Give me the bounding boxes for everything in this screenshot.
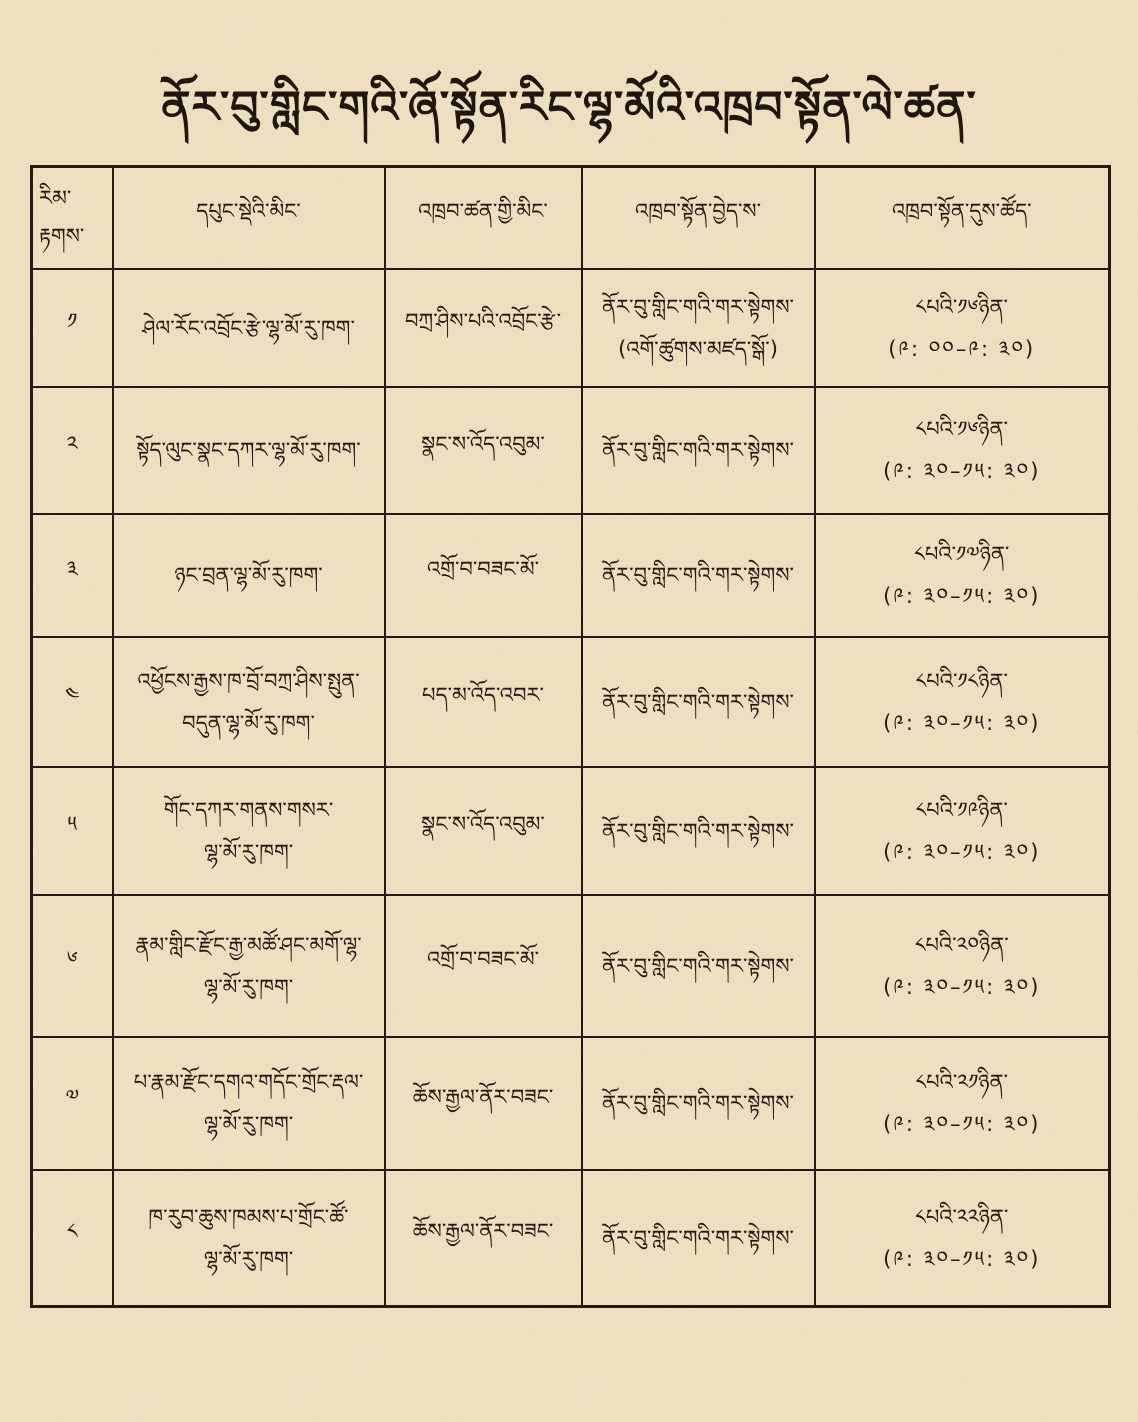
troupe-line1: ཤེལ་རོང་འབྲོང་རྩེ་ལྷ་མོ་རུ་ཁག་ [142, 315, 355, 340]
date-line: ༨པའི་༢༢ཉིན་ [915, 1204, 1009, 1229]
cell-venue [582, 895, 815, 1037]
cell-troupe [113, 767, 385, 895]
cell-serial: ༧ [32, 1037, 113, 1170]
cell-time [815, 767, 1110, 895]
date-line: ༨པའི་༡༧ཉིན་ [914, 542, 1010, 566]
venue-line1: ནོར་བུ་གླིང་གའི་གར་སྟེགས་ [602, 1091, 794, 1115]
venue-line1: ནོར་བུ་གླིང་གའི་གར་སྟེགས་ [602, 953, 794, 978]
cell-troupe [113, 637, 385, 767]
header-venue: འཁྲབ་སྟོན་བྱེད་ས་ [582, 167, 815, 269]
troupe-line2: ལྷ་མོ་རུ་ཁག་ [203, 839, 294, 864]
table-row [32, 767, 1110, 895]
cell-serial: ༦ [32, 895, 113, 1037]
venue-line1: ནོར་བུ་གླིང་གའི་གར་སྟེགས་ [602, 438, 794, 462]
table-row [32, 1037, 1110, 1170]
cell-time [815, 1170, 1110, 1307]
cell-time [815, 637, 1110, 767]
header-row [32, 167, 1110, 269]
cell-venue [582, 767, 815, 895]
time-line: (༩: ༣༠–༡༥: ༣༠) [883, 1246, 1041, 1271]
time-line: (༩: ༣༠–༡༥: ༣༠) [883, 1112, 1041, 1136]
venue-line1: ནོར་བུ་གླིང་གའི་གར་སྟེགས་ [602, 294, 794, 319]
cell-program: ཆོས་རྒྱལ་ནོར་བཟང་ [385, 1037, 582, 1170]
date-line: ༨པའི་༡༩ཉིན་ [915, 797, 1008, 822]
cell-venue [582, 514, 815, 637]
troupe-line1: ཉང་བྲན་ལྷ་མོ་རུ་ཁག་ [174, 563, 323, 587]
cell-time [815, 387, 1110, 514]
time-line: (༩: ༠༠–༩: ༣༠) [888, 336, 1036, 361]
troupe-line1: རྣམ་གླིང་རྫོང་རྒྱ་མཚོ་ཤང་མགོ་ལྷ་ [135, 932, 362, 957]
venue-line1: ནོར་བུ་གླིང་གའི་གར་སྟེགས་ [602, 689, 794, 714]
troupe-line2: བདུན་ལྷ་མོ་རུ་ཁག་ [182, 710, 315, 735]
time-line: (༩: ༣༠–༡༥: ༣༠) [883, 710, 1041, 735]
venue-line2: (འགོ་ཚུགས་མཛད་སྒོ་) [618, 336, 778, 361]
troupe-line2: ལྷ་མོ་རུ་ཁག་ [203, 1246, 294, 1271]
date-line: ༨པའི་༡༦ཉིན་ [915, 294, 1008, 319]
troupe-line1: སྟོད་ལུང་སྣང་དཀར་ལྷ་མོ་རུ་ཁག་ [136, 438, 361, 462]
header-program-name: འཁྲབ་ཚན་གྱི་མིང་ [385, 167, 582, 269]
date-line: ༨པའི་༡༨ཉིན་ [915, 668, 1008, 693]
cell-troupe [113, 1170, 385, 1307]
time-line: (༩: ༣༠–༡༥: ༣༠) [883, 459, 1041, 483]
header-serial-line1: རིམ་ [39, 185, 72, 210]
cell-venue [582, 1037, 815, 1170]
table-row [32, 269, 1110, 387]
cell-time [815, 269, 1110, 387]
cell-troupe [113, 1037, 385, 1170]
page-title: ནོར་བུ་གླིང་གའི་ཞོ་སྟོན་རིང་ལྷ་མོའི་འཁྲབ་སྟོན་ལེ་ཚན་ [161, 82, 977, 133]
table-row [32, 637, 1110, 767]
troupe-line2: ལྷ་མོ་རུ་ཁག་ [203, 1112, 294, 1136]
table-row [32, 895, 1110, 1037]
cell-troupe [113, 514, 385, 637]
cell-serial: ༡ [32, 269, 113, 387]
troupe-line1: གོང་དཀར་གནས་གསར་ [163, 797, 334, 822]
table-row [32, 1170, 1110, 1307]
cell-troupe [113, 895, 385, 1037]
cell-time [815, 895, 1110, 1037]
cell-program: བཀྲ་ཤིས་པའི་འབྲོང་རྩེ་ [385, 269, 582, 387]
cell-serial: ༤ [32, 637, 113, 767]
table-row [32, 387, 1110, 514]
cell-program: སྣང་ས་འོད་འབུམ་ [385, 387, 582, 514]
troupe-line1: ཁ་རུབ་ཆུས་ཁམས་པ་གྲོང་ཚོ་ [148, 1204, 349, 1229]
cell-venue [582, 269, 815, 387]
date-line: ༨པའི་༢༡ཉིན་ [915, 1070, 1008, 1094]
header-troupe-name: དཔུང་སྡེའི་མིང་ [113, 167, 385, 269]
cell-program: འགྲོ་བ་བཟང་མོ་ [385, 514, 582, 637]
cell-serial: ༥ [32, 767, 113, 895]
venue-line1: ནོར་བུ་གླིང་གའི་གར་སྟེགས་ [602, 1225, 794, 1250]
troupe-line2: ལྷ་མོ་རུ་ཁག་ [203, 974, 294, 999]
time-line: (༩: ༣༠–༡༥: ༣༠) [883, 974, 1041, 999]
cell-serial: ༣ [32, 514, 113, 637]
cell-venue [582, 637, 815, 767]
cell-serial: ༢ [32, 387, 113, 514]
cell-troupe [113, 387, 385, 514]
performance-schedule-table [30, 165, 1111, 1308]
cell-serial: ༨ [32, 1170, 113, 1307]
venue-line1: ནོར་བུ་གླིང་གའི་གར་སྟེགས་ [602, 818, 794, 843]
cell-troupe [113, 269, 385, 387]
cell-venue [582, 1170, 815, 1307]
date-line: ༨པའི་༢༠ཉིན་ [914, 932, 1009, 957]
cell-time [815, 514, 1110, 637]
time-line: (༩: ༣༠–༡༥: ༣༠) [883, 584, 1041, 608]
date-line: ༨པའི་༡༦ཉིན་ [915, 417, 1008, 441]
header-serial-line2: རྟགས་ [39, 223, 85, 248]
table-row [32, 514, 1110, 637]
cell-venue [582, 387, 815, 514]
troupe-line1: འཕྱོངས་རྒྱས་ཁ་བྲོ་བཀྲ་ཤིས་སྤུན་ [137, 668, 360, 693]
cell-program: པད་མ་འོད་འབར་ [385, 637, 582, 767]
venue-line1: ནོར་བུ་གླིང་གའི་གར་སྟེགས་ [602, 563, 794, 587]
cell-time [815, 1037, 1110, 1170]
time-line: (༩: ༣༠–༡༥: ༣༠) [883, 839, 1041, 864]
cell-program: འགྲོ་བ་བཟང་མོ་ [385, 895, 582, 1037]
troupe-line1: པ་རྣམ་རྫོང་དགའ་གདོང་གྲོང་རྡལ་ [133, 1070, 364, 1094]
header-serial-number [32, 167, 113, 269]
cell-program: ཆོས་རྒྱལ་ནོར་བཟང་ [385, 1170, 582, 1307]
cell-program: སྣང་ས་འོད་འབུམ་ [385, 767, 582, 895]
header-time: འཁྲབ་སྟོན་དུས་ཚོད་ [815, 167, 1110, 269]
